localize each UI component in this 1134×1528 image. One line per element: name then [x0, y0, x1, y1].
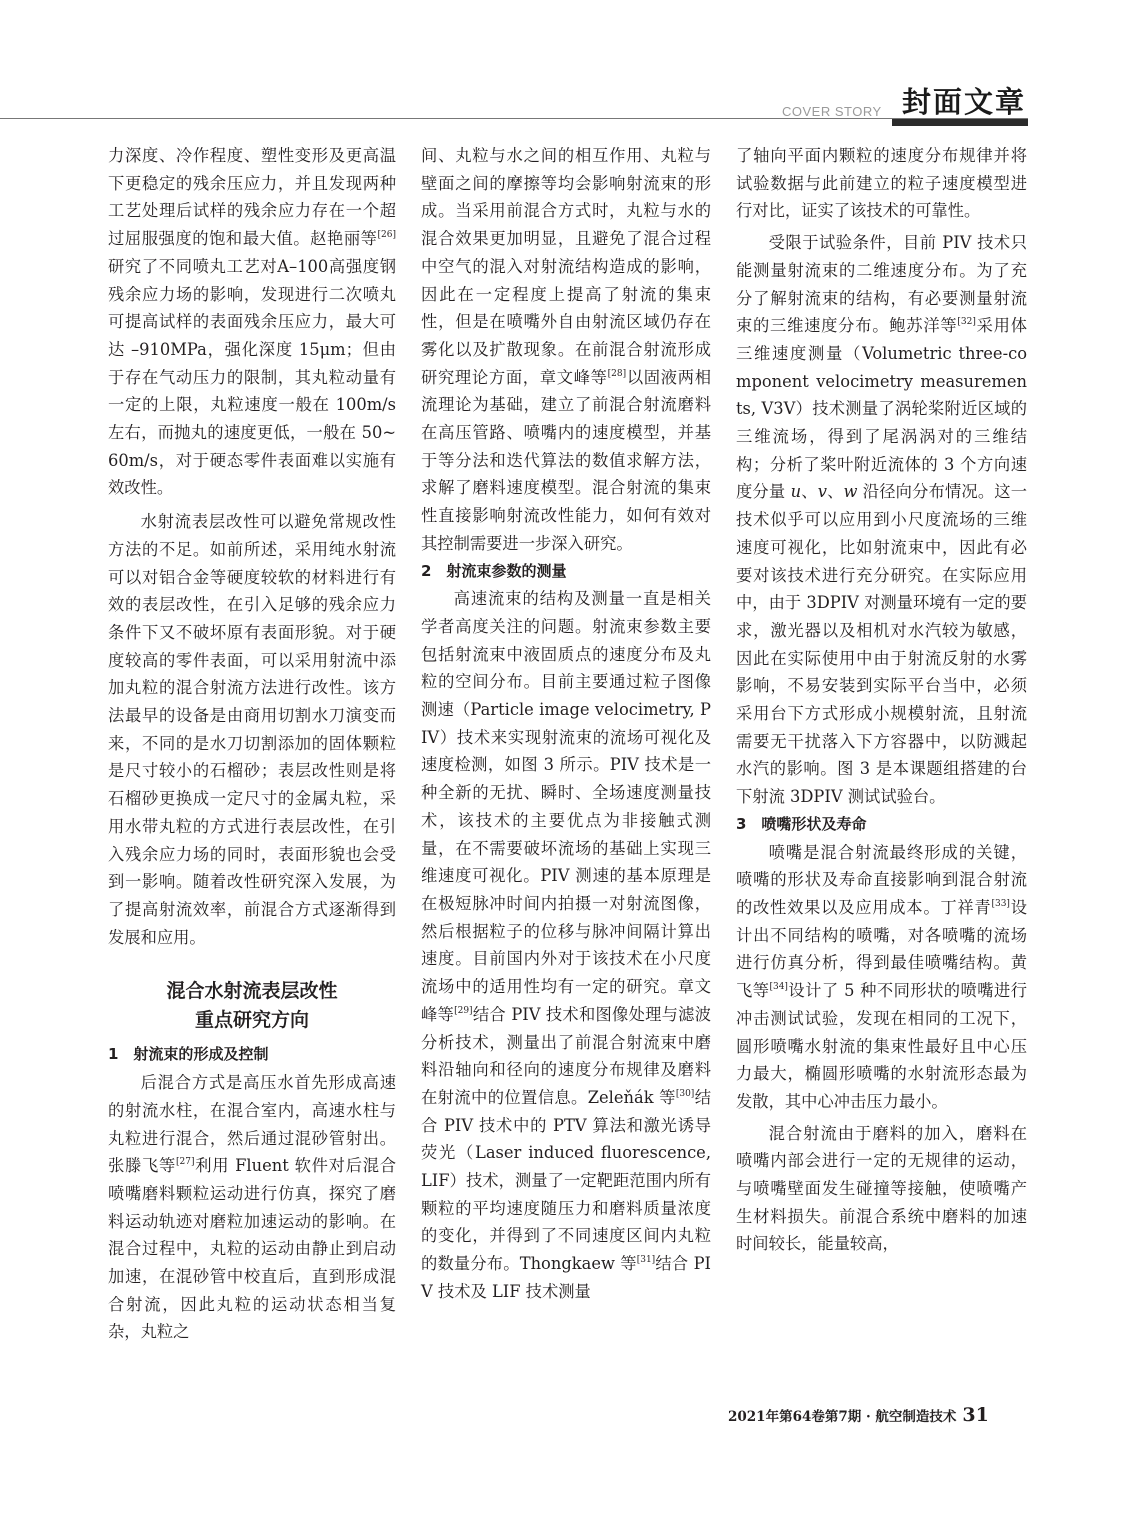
citation-ref: [26] [377, 230, 396, 241]
section-heading: 混合水射流表层改性 重点研究方向 [166, 980, 338, 1032]
section-label-en: COVER STORY [782, 104, 882, 119]
paragraph: 高速流束的结构及测量一直是相关学者高度关注的问题。射流束参数主要包括射流束中液固质点的速度分布及丸粒的空间分布。目前主要通过粒子图像测速（Particle image velocimetry, PIV）技术来实现射流束的流场可视化及速度检测，如图 3 所示。PIV 技术是一种全新的无扰、瞬时、全场速度测量技术，该技术的主要优点为非接触式测量，在不需要破坏流场的基础上实现三维速度可视化。PIV 测速的基本原理是在极短脉冲时间内拍摄一对射流图像，然后根据粒子的位移与脉冲间隔计算出速度。目前国内外对于该技术在小尺度流场中的适用性均有一定的研究。章文峰等[29]结合 PIV 技术和图像处理与滤波分析技术，测量出了前混合射流束中磨料沿轴向和径向的速度分布规律及磨料在射流中的位置信息。Zeleňák 等[30]结合 PIV 技术中的 PTV 算法和激光诱导荧光（Laser induced fluorescence, LIF）技术，测量了一定靶距范围内所有颗粒的平均速度随压力和磨料质量浓度的变化，并得到了不同速度区间内丸粒的数量分布。Thongkaew 等[31]结合 PIV 技术及 LIF 技术测量 [421, 589, 711, 1301]
citation-ref: [33] [991, 898, 1010, 909]
subsection-heading: 3 喷嘴形状及寿命 [736, 814, 867, 833]
citation-ref: [28] [607, 368, 627, 379]
paragraph: 混合射流由于磨料的加入，磨料在喷嘴内部会进行一定的无规律的运动，与喷嘴壁面发生碰撞等接触，使喷嘴产生材料损失。前混合系统中磨料的加速时间较长，能量较高， [736, 1123, 1027, 1254]
subsection-heading: 1 射流束的形成及控制 [108, 1045, 269, 1064]
section-label: 封面文章 [902, 85, 1027, 119]
variable-w: w [843, 482, 858, 502]
paragraph: 力深度、冷作程度、塑性变形及更高温下更稳定的残余压应力，并且发现两种工艺处理后试样的残余应力存在一个超过屈服强度的饱和最大值。赵艳丽等[26]研究了不同喷丸工艺对A–100高强度钢残余应力场的影响，发现进行二次喷丸可提高试样的表面残余压应力，最大可达 –910MPa，强化深度 15μm；但由于存在气动压力的限制，其丸粒动量有一定的上限，丸粒速度一般在 100m/s 左右，而抛丸的速度更低，一般在 50~60m/s，对于硬态零件表面难以实施有效改性。 [108, 146, 396, 498]
paragraph: 间、丸粒与水之间的相互作用、丸粒与壁面之间的摩擦等均会影响射流束的形成。当采用前混合方式时，丸粒与水的混合效果更加明显，且避免了混合过程中空气的混入对射流结构造成的影响，因此在一定程度上提高了射流的集束性，但是在喷嘴外自由射流区域仍存在雾化以及扩散现象。在前混合射流形成研究理论方面，章文峰等[28]以固液两相流理论为基础，建立了前混合射流磨料在高压管路、喷嘴内的速度模型，并基于等分法和迭代算法的数值求解方法，求解了磨料速度模型。混合射流的集束性直接影响射流改性能力，如何有效对其控制需要进一步深入研究。 [421, 146, 711, 553]
column-1 [108, 142, 396, 1346]
paragraph: 受限于试验条件，目前 PIV 技术只能测量射流束的二维速度分布。为了充分了解射流束的结构，有必要测量射流束的三维速度分布。鲍苏洋等[32]采用体三维速度测量（Volumetric three-component velocimetry measurements, V3V）技术测量了涡轮桨附近区域的三维流场，得到了尾涡涡对的三维结构；分析了桨叶附近流体的 3 个方向速度分量 u、v、w 沿径向分布情况。这一技术似乎可以应用到小尺度流场的三维速度可视化，比如射流束中，因此有必要对该技术进行充分研究。在实际应用中，由于 3DPIV 对测量环境有一定的要求，激光器以及相机对水汽较为敏感，因此在实际使用中由于射流反射的水雾影响，不易安装到实际平台当中，必须采用台下方式形成小规模射流，且射流需要无干扰落入下方容器中，以防溅起水汽的影响。图 3 是本课题组搭建的台下射流 3DPIV 测试试验台。 [736, 233, 1027, 807]
page-number: 31 [962, 1404, 989, 1426]
subsection-heading: 2 射流束参数的测量 [421, 561, 567, 580]
page-footer [728, 1404, 989, 1426]
paragraph: 喷嘴是混合射流最终形成的关键，喷嘴的形状及寿命直接影响到混合射流的改性效果以及应用成本。丁祥青[33]设计出不同结构的喷嘴，对各喷嘴的流场进行仿真分析，得到最佳喷嘴结构。黄飞等[34]设计了 5 种不同形状的喷嘴进行冲击测试试验，发现在相同的工况下，圆形喷嘴水射流的集束性最好且中心压力最大，椭圆形喷嘴的水射流形态最为发散，其中心冲击压力最小。 [736, 842, 1027, 1111]
paragraph: 了轴向平面内颗粒的速度分布规律并将试验数据与此前建立的粒子速度模型进行对比，证实了该技术的可靠性。 [736, 146, 1027, 221]
variable-v: v [817, 482, 827, 502]
column-3 [736, 142, 1027, 1258]
citation-ref: [32] [957, 317, 976, 328]
citation-ref: [31] [636, 1255, 656, 1266]
paragraph: 后混合方式是高压水首先形成高速的射流水柱，在混合室内，高速水柱与丸粒进行混合，然后通过混砂管射出。张滕飞等[27]利用 Fluent 软件对后混合喷嘴磨料颗粒运动进行仿真，探究了磨料运动轨迹对磨粒加速运动的影响。在混合过程中，丸粒的运动由静止到启动加速，在混砂管中校直后，直到形成混合射流，因此丸粒的运动状态相当复杂，丸粒之 [108, 1073, 396, 1342]
column-2 [421, 142, 711, 1306]
paragraph: 水射流表层改性可以避免常规改性方法的不足。如前所述，采用纯水射流可以对铝合金等硬度较软的材料进行有效的表层改性，在引入足够的残余应力条件下又不破坏原有表面形貌。对于硬度较高的零件表面，可以采用射流中添加丸粒的混合射流方法进行改性。该方法最早的设备是由商用切割水刀演变而来，不同的是水刀切割添加的固体颗粒是尺寸较小的石榴砂；表层改性则是将石榴砂更换成一定尺寸的金属丸粒，采用水带丸粒的方式进行表层改性，在引入残余应力场的同时，表面形貌也会受到一影响。随着改性研究深入发展，为了提高射流效率，前混合方式逐渐得到发展和应用。 [108, 512, 396, 947]
citation-ref: [27] [176, 1157, 195, 1168]
variable-u: u [790, 482, 802, 502]
citation-ref: [30] [675, 1088, 695, 1099]
citation-ref: [34] [769, 982, 788, 993]
journal-info: 2021年第64卷第7期 · 航空制造技术 [728, 1409, 957, 1425]
citation-ref: [29] [454, 1005, 473, 1016]
